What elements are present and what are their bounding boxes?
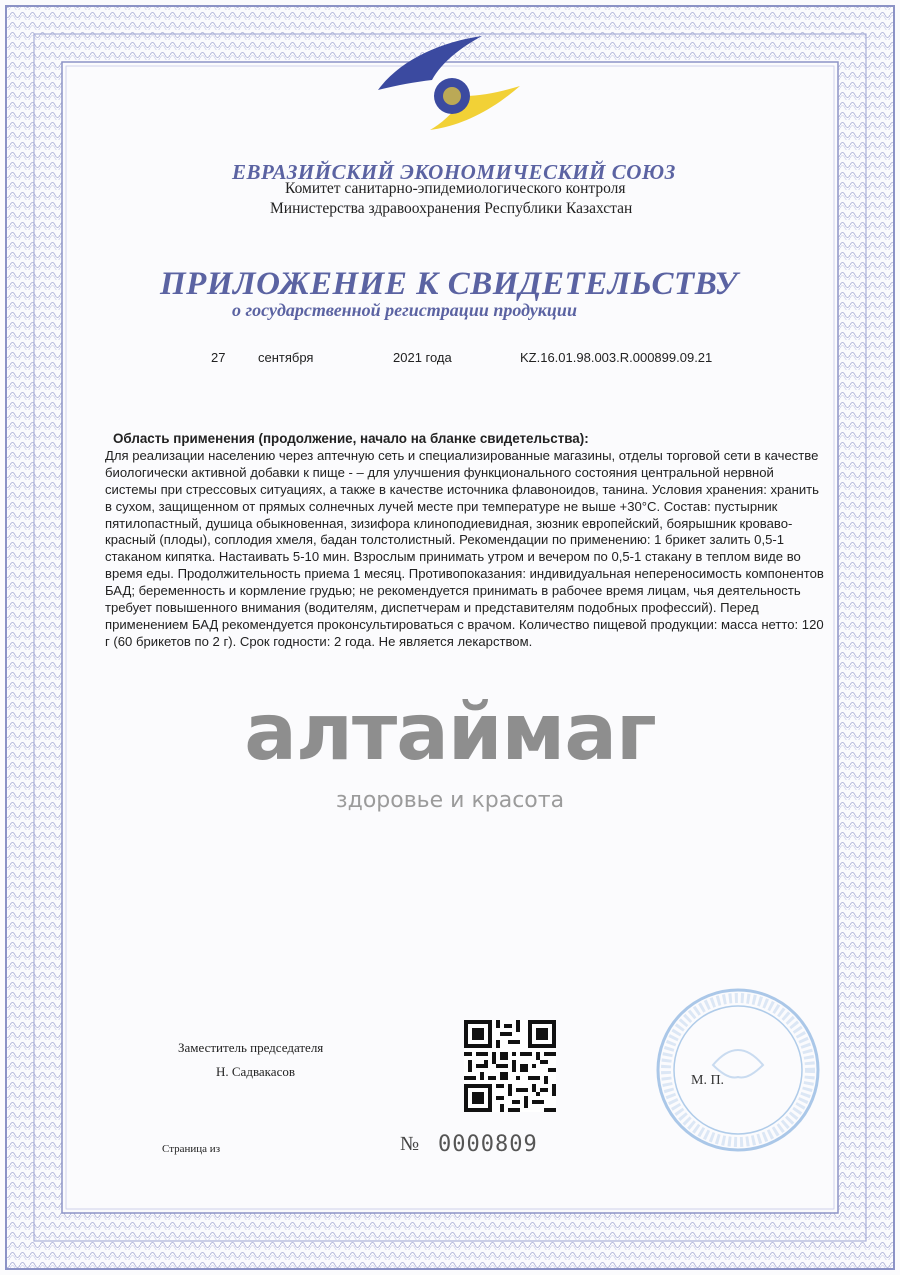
area-body-text: Для реализации населению через аптечную сеть и специализированные магазины, отделы торговой сети в качестве биологически активной добавки к пище - – для улучшения функционального состояния центральной нервной системы при стрессовых ситуациях, а также в качестве источника флавоноидов, танина. Условия хранения: хранить в сухом, защищенном от прямых солнечных лучей месте при температуре не выше +30°С. Состав: пустырник пятилопастный, душица обыкновенная, зизифора клиноподиевидная, зюзник европейский, боярышник кроваво-красный (плоды), соплодия хмеля, бадан толстолистный. Рекомендации по применению: 1 брикет залить 0,5-1 стаканом кипятка. Настаивать 5-10 мин. Взрослым принимать утром и вечером по 0,5-1 стакану в теплом виде во время еды. Продолжительность приема 1 месяц. Противопоказания: индивидуальная непереносимость компонентов БАД; беременность и кормление грудью; не рекомендуется принимать в рабочее время лицам, чья деятельность требует повышенного внимания (водителям, диспетчерам и представителям подобных профессий). Перед применением БАД рекомендуется проконсультироваться с врачом. Количество пищевой продукции: масса нетто: 120 г (60 брикетов по 2 г). Срок годности: 2 года. Не является лекарством. [105,447,824,649]
qr-code-icon [464,1020,556,1112]
organization-ministry: Министерства здравоохранения Республики Казахстан [270,200,633,217]
watermark-tagline: здоровье и красота [335,788,565,813]
organization-title: ЕВРАЗИЙСКИЙ ЭКОНОМИЧЕСКИЙ СОЮЗ [232,160,676,184]
registration-number: KZ.16.01.98.003.R.000899.09.21 [520,350,713,365]
organization-committee: Комитет санитарно-эпидемиологического контроля [285,180,626,197]
area-heading: Область применения (продолжение, начало на бланке свидетельства): [113,431,589,446]
serial-number: 0000809 [438,1132,538,1157]
eaeu-emblem-icon [370,30,530,140]
watermark-brand: алтаймаг [244,688,656,778]
stamp-place-label: М. П. [691,1073,725,1088]
date-year: 2021 года [393,350,452,365]
document-title: ПРИЛОЖЕНИЕ К СВИДЕТЕЛЬСТВУ [160,266,738,302]
signer-name: Н. Садвакасов [216,1064,295,1079]
page-label: Страница из [162,1143,221,1155]
date-day: 27 [211,350,226,365]
application-area [105,431,825,651]
serial-prefix: № [400,1133,420,1155]
signer-role: Заместитель председателя [178,1040,324,1055]
date-month: сентября [258,350,314,365]
document-subtitle: о государственной регистрации продукции [232,300,577,320]
official-seal-icon [653,985,823,1155]
